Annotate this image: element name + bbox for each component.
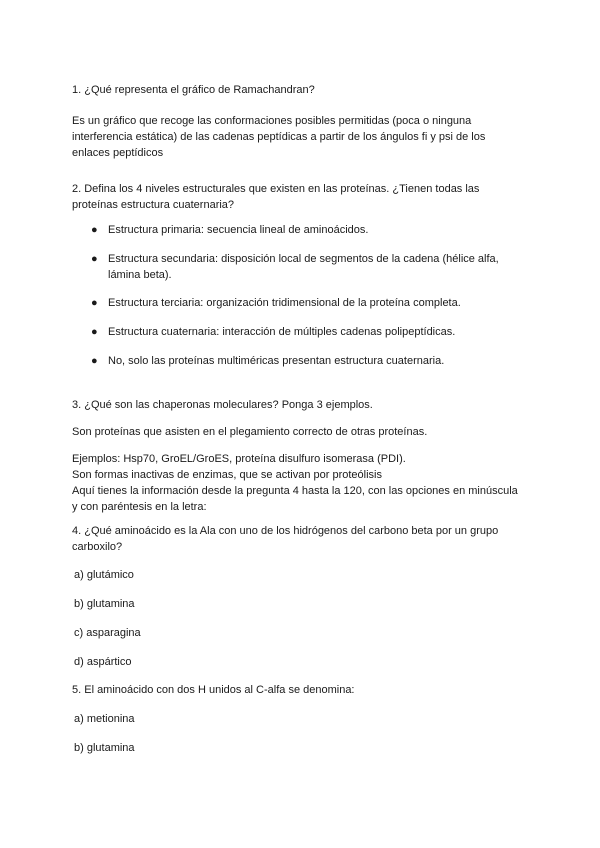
- list-item-text: Estructura terciaria: organización tridimensional de la proteína completa.: [108, 297, 461, 309]
- question-4: [72, 523, 532, 555]
- question-5: 5. El aminoácido con dos H unidos al C-alfa se denomina:: [72, 684, 355, 696]
- option-a: a) glutámico: [74, 569, 134, 581]
- bullet-icon: ●: [91, 326, 98, 338]
- answer-3-line: y con paréntesis en la letra:: [72, 501, 207, 513]
- list-item-text: Estructura cuaternaria: interacción de múltiples cadenas polipeptídicas.: [108, 326, 456, 338]
- answer-3-line: Aquí tienes la información desde la pregunta 4 hasta la 120, con las opciones en minúscula: [72, 485, 518, 497]
- option-d: d) aspártico: [74, 656, 132, 668]
- answer-1-line: interferencia estática) de las cadenas peptídicas a partir de los ángulos fi y psi de los: [72, 131, 486, 143]
- bullet-icon: ●: [91, 355, 98, 367]
- question-1: 1. ¿Qué representa el gráfico de Ramachandran?: [72, 84, 315, 96]
- answer-3: Son proteínas que asisten en el plegamiento correcto de otras proteínas.: [72, 426, 428, 438]
- answer-3-extra: [72, 451, 532, 515]
- answer-1-line: enlaces peptídicos: [72, 147, 164, 159]
- list-item-text: Estructura primaria: secuencia lineal de aminoácidos.: [108, 224, 369, 236]
- question-4-line: 4. ¿Qué aminoácido es la Ala con uno de los hidrógenos del carbono beta por un grupo: [72, 525, 499, 537]
- question-2-line: proteínas estructura cuaternaria?: [72, 199, 235, 211]
- option-b: b) glutamina: [74, 598, 135, 610]
- answer-1: [72, 113, 532, 161]
- answer-1-line: Es un gráfico que recoge las conformaciones posibles permitidas (poca o ninguna: [72, 115, 472, 127]
- bullet-icon: ●: [91, 253, 98, 265]
- list-item-text: No, solo las proteínas multiméricas presentan estructura cuaternaria.: [108, 355, 445, 367]
- option-a: a) metionina: [74, 713, 135, 725]
- bullet-icon: ●: [91, 224, 98, 236]
- answer-3-line: Son formas inactivas de enzimas, que se activan por proteólisis: [72, 469, 382, 481]
- option-c: c) asparagina: [74, 627, 141, 639]
- question-2-line: 2. Defina los 4 niveles estructurales que existen en las proteínas. ¿Tienen todas las: [72, 183, 480, 195]
- list-item-text: Estructura secundaria: disposición local de segmentos de la cadena (hélice alfa,: [108, 253, 499, 265]
- question-2: [72, 181, 532, 213]
- answer-3-line: Ejemplos: Hsp70, GroEL/GroES, proteína disulfuro isomerasa (PDI).: [72, 453, 406, 465]
- question-3: 3. ¿Qué son las chaperonas moleculares? Ponga 3 ejemplos.: [72, 399, 373, 411]
- list-item-text: lámina beta).: [108, 269, 172, 281]
- option-b: b) glutamina: [74, 742, 135, 754]
- question-4-line: carboxilo?: [72, 541, 123, 553]
- bullet-icon: ●: [91, 297, 98, 309]
